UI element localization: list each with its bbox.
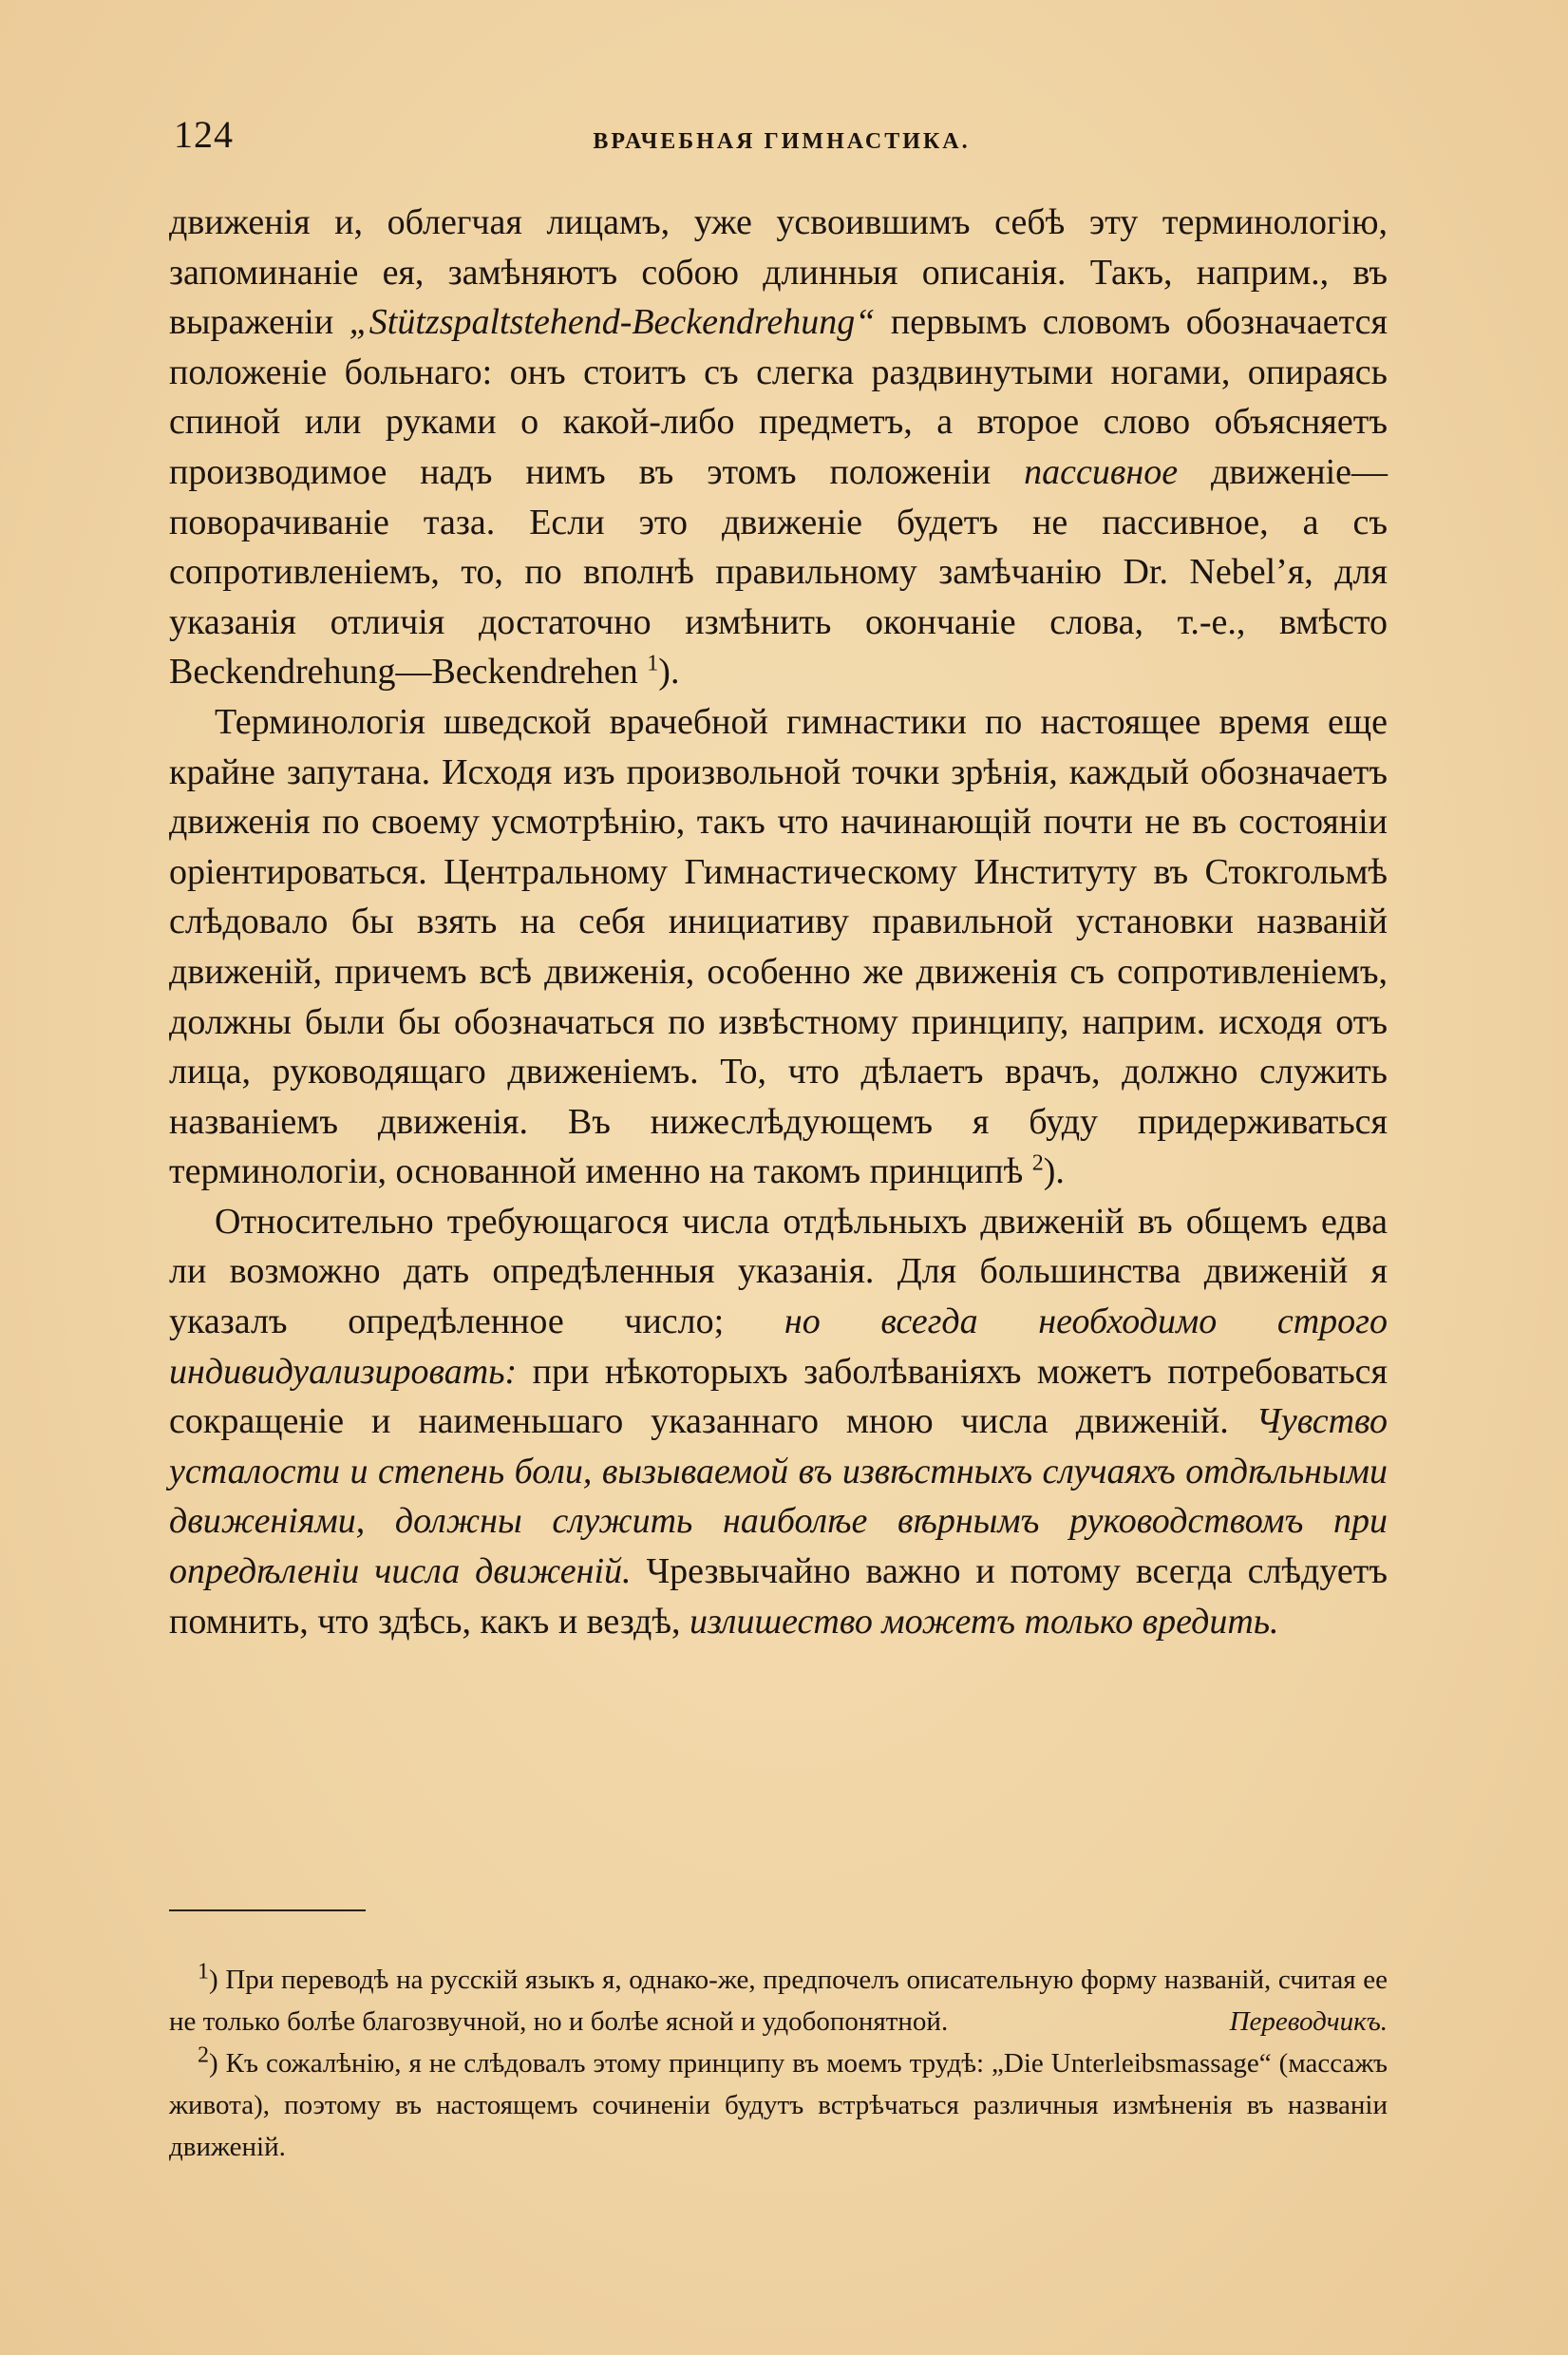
text-run: при нѣкоторыхъ заболѣваніяхъ можетъ потребоваться сокращеніе и наименьшаго указаннаго мною числа движеній. — [169, 1351, 1388, 1442]
footnote-ref-1[interactable]: 1 — [647, 651, 659, 676]
text-run: движенія и, облегчая лицамъ, уже усвоившимъ себѣ эту терминологію, запоминаніе ея, замѣняютъ собою длинныя описанія. Такъ, наприм., въ выраженіи — [169, 202, 1388, 343]
running-title: ВРАЧЕБНАЯ ГИМНАСТИКА. — [593, 129, 971, 154]
text-run: Терминологія шведской врачебной гимнастики по настоящее время еще крайне запутана. Исходя изъ произвольной точки зрѣнія, каждый обозначаетъ движенія по своему усмотрѣнію, такъ что начинающій почти не въ состояніи оріентироваться. Центральному Гимнастическому Институту въ Стокгольмѣ слѣдовало бы взять на себя инициативу правильной установки названій движеній, причемъ всѣ движенія, особенно же движенія съ сопротивленіемъ, должны были бы обозначаться по извѣстному принципу, наприм. исходя отъ лица, руководящаго движеніемъ. То, что дѣлаетъ врачъ, должно служить названіемъ движенія. Въ нижеслѣдующемъ я буду придерживаться терминологіи, основанной именно на такомъ принципѣ — [169, 701, 1388, 1192]
footnote-mark-2: 2 — [198, 2042, 209, 2068]
paragraph-2 — [169, 697, 1388, 1197]
footnote-separator — [169, 1909, 366, 1911]
main-text — [169, 198, 1388, 1646]
footnote-1 — [169, 1959, 1388, 2042]
paragraph-1 — [169, 198, 1388, 697]
page-number: 124 — [174, 113, 234, 156]
footnote-ref-2[interactable]: 2 — [1031, 1150, 1044, 1176]
footnote-text: ) Къ сожалѣнію, я не слѣдовалъ этому принципу въ моемъ трудѣ: „Die Unterleibsmassage“ (массажъ живота), поэтому въ настоящемъ сочиненіи будутъ встрѣчаться различныя измѣненія въ названіи движеній. — [169, 2048, 1388, 2162]
translator-signature: Переводчикъ. — [1229, 2006, 1388, 2037]
italic-term: „Stützspaltstehend-Beckendrehung“ — [349, 302, 876, 343]
footnote-mark-1: 1 — [198, 1959, 209, 1985]
italic-phrase: Чувство усталости и степень боли, вызываемой въ извѣстныхъ случаяхъ отдѣльными движеніями, должны служить наиболѣе вѣрнымъ руководствомъ при опредѣленіи числа движеній. — [169, 1401, 1388, 1592]
page-header — [174, 112, 1389, 169]
text-run: Чрезвычайно важно и потому всегда слѣдуетъ помнить, что здѣсь, какъ и вездѣ, — [169, 1551, 1388, 1642]
text-run: ). — [1043, 1151, 1065, 1192]
footnotes — [169, 1959, 1388, 2168]
italic-phrase: но всегда необходимо строго индивидуализировать: — [169, 1301, 1388, 1392]
footnote-2 — [169, 2042, 1388, 2168]
italic-word: пассивное — [1024, 451, 1179, 492]
text-run: ). — [658, 652, 680, 693]
text-run: первымъ словомъ обозначается положеніе больнаго: онъ стоитъ съ слегка раздвинутыми ногами, опираясь спиной или руками о какой-либо предметъ, а второе слово объясняетъ производимое надъ нимъ въ этомъ положеніи — [169, 302, 1388, 492]
paragraph-3 — [169, 1197, 1388, 1646]
text-run: Относительно требующагося числа отдѣльныхъ движеній въ общемъ едва ли возможно дать опредѣленныя указанія. Для большинства движеній я указалъ опредѣленное число; — [169, 1201, 1388, 1342]
text-run: движеніе—поворачиваніе таза. Если это движеніе будетъ не пассивное, а съ сопротивленіемъ, то, по вполнѣ правильному замѣчанію Dr. Nebel’я, для указанія отличія достаточно измѣнить окончаніе слова, т.-е., вмѣсто Beckendrehung—Beckendrehen — [169, 451, 1388, 693]
footnote-text: ) При переводѣ на русскій языкъ я, однако-же, предпочелъ описательную форму названій, считая ее не только болѣе благозвучной, но и болѣе ясной и удобопонятной. — [169, 1965, 1388, 2037]
italic-phrase: излишество можетъ только вредить. — [690, 1601, 1279, 1642]
